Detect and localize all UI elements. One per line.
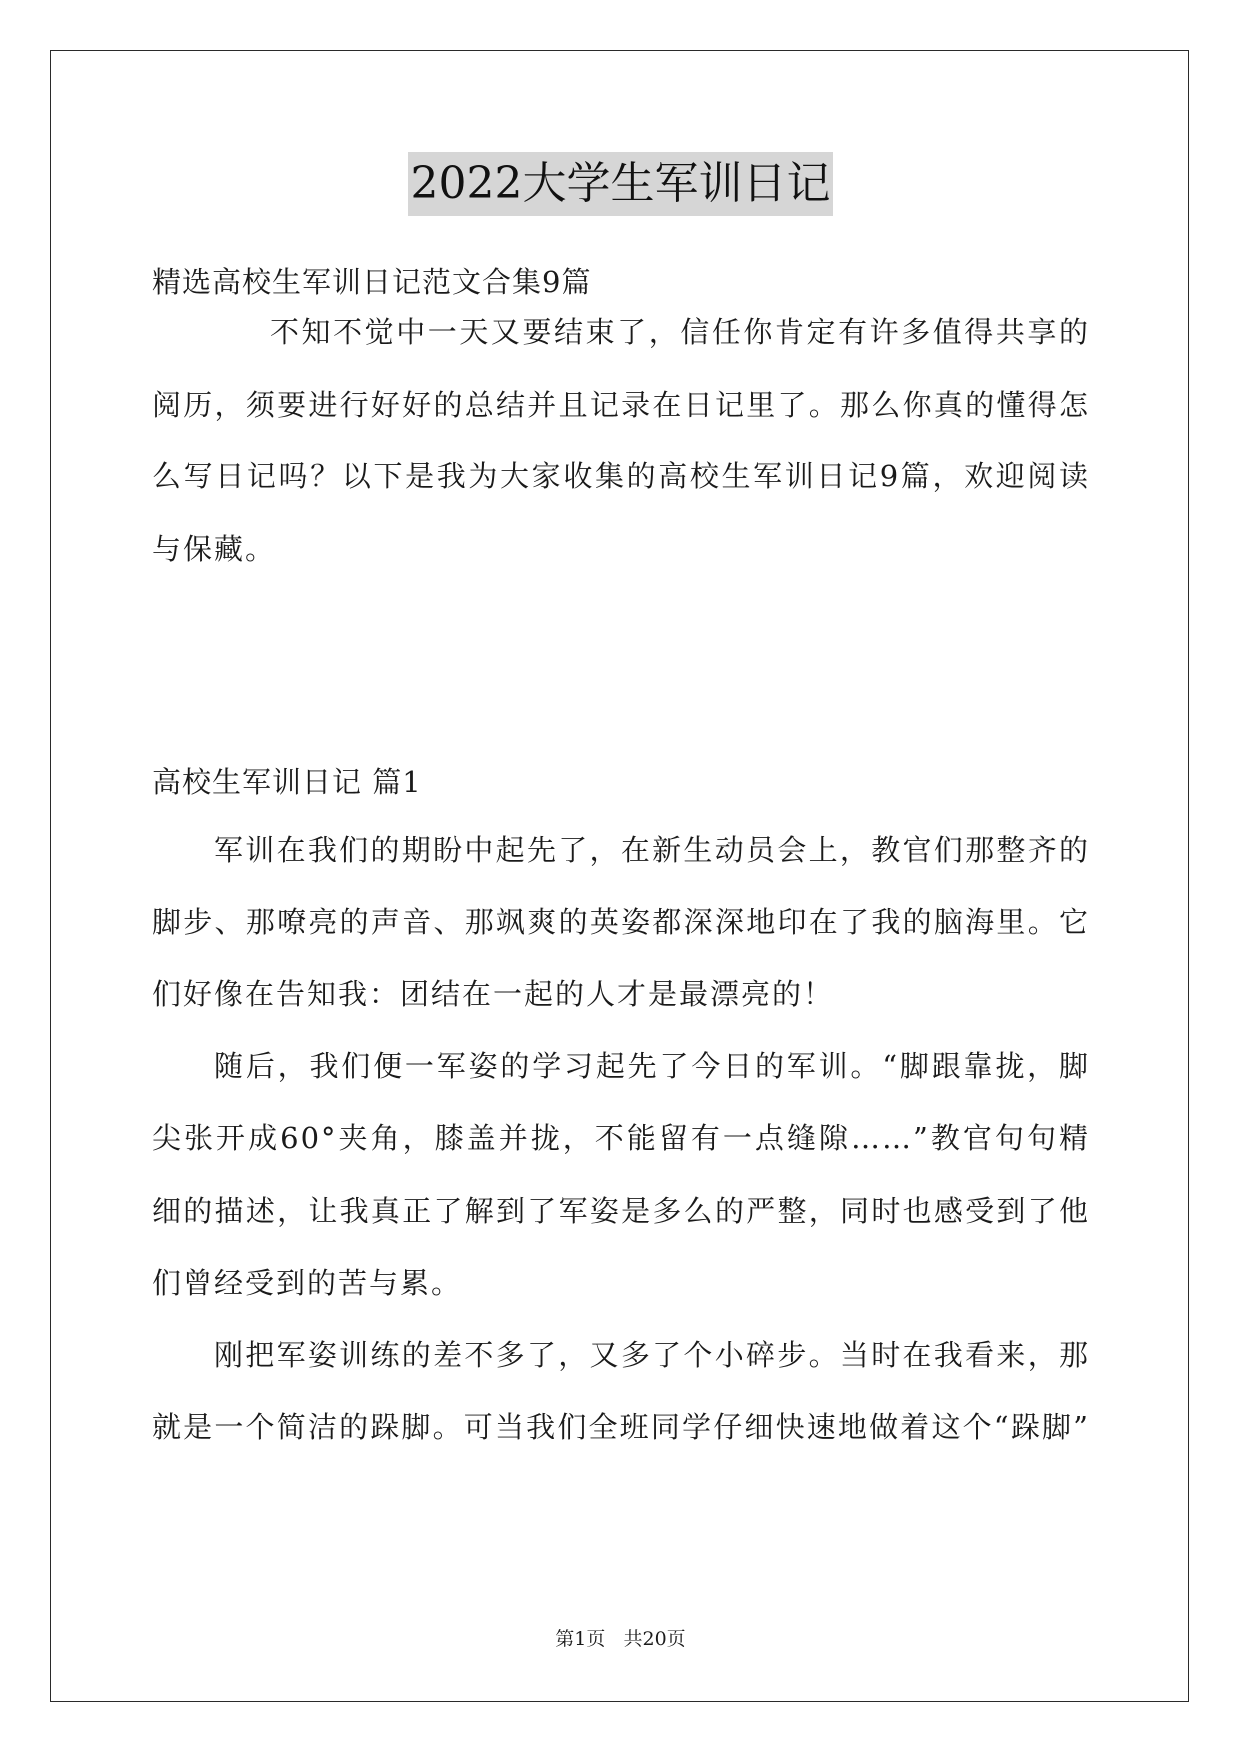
paragraph-line: 军训在我们的期盼中起先了，在新生动员会上，教官们那整齐的 xyxy=(214,833,1090,867)
paragraph-line: 们曾经受到的苦与累。 xyxy=(152,1266,463,1300)
intro-line: 么写日记吗？以下是我为大家收集的高校生军训日记9篇，欢迎阅读 xyxy=(152,459,1090,493)
paragraph-line: 细的描述，让我真正了解到了军姿是多么的严整，同时也感受到了他 xyxy=(152,1194,1090,1228)
intro-line: 与保藏。 xyxy=(152,532,277,566)
paragraph-line: 就是一个简洁的跺脚。可当我们全班同学仔细快速地做着这个“跺脚” xyxy=(152,1410,1090,1444)
section-heading: 高校生军训日记 篇1 xyxy=(152,765,422,799)
document-subtitle: 精选高校生军训日记范文合集9篇 xyxy=(152,265,592,299)
paragraph-line: 们好像在告知我：团结在一起的人才是最漂亮的！ xyxy=(152,977,835,1011)
page-number-footer: 第1页 共20页 xyxy=(555,1628,686,1650)
intro-line: 不知不觉中一天又要结束了，信任你肯定有许多值得共享的 xyxy=(270,315,1090,349)
paragraph-line: 随后，我们便一军姿的学习起先了今日的军训。“脚跟靠拢，脚 xyxy=(214,1049,1090,1083)
paragraph-line: 尖张开成60°夹角，膝盖并拢，不能留有一点缝隙……”教官句句精 xyxy=(152,1121,1090,1155)
title-container xyxy=(0,152,1241,216)
paragraph-line: 刚把军姿训练的差不多了，又多了个小碎步。当时在我看来，那 xyxy=(214,1338,1090,1372)
document-title: 2022大学生军训日记 xyxy=(408,152,834,216)
paragraph-line: 脚步、那嘹亮的声音、那飒爽的英姿都深深地印在了我的脑海里。它 xyxy=(152,905,1090,939)
intro-line: 阅历，须要进行好好的总结并且记录在日记里了。那么你真的懂得怎 xyxy=(152,388,1090,422)
